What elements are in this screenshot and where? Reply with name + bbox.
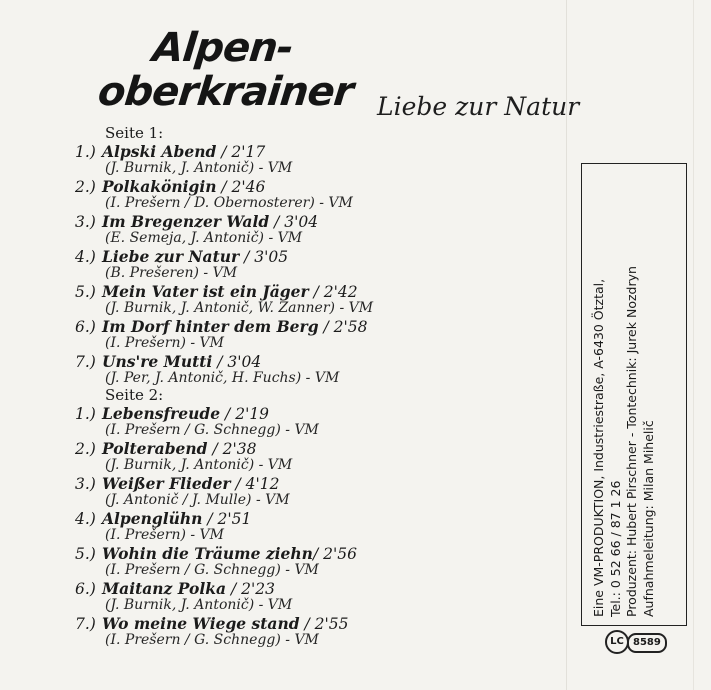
track-item xyxy=(75,579,545,614)
track-title-line xyxy=(75,579,275,598)
track-duration: / 2'17 xyxy=(216,143,266,161)
info-line: Aufnahmeleitung: Milan Mihelič xyxy=(640,420,656,617)
artist-logo-line2: oberkrainer xyxy=(95,69,356,115)
tracklist xyxy=(75,125,545,649)
track-credit: (I. Prešern / G. Schnegg) - VM xyxy=(105,632,319,648)
track-number: 7.) xyxy=(75,615,96,633)
track-title-line xyxy=(75,404,269,423)
track-title-line xyxy=(75,247,288,266)
track-credit: (I. Prešern / G. Schnegg) - VM xyxy=(105,562,319,578)
track-title: Wo meine Wiege stand xyxy=(102,614,300,633)
production-info-box xyxy=(581,163,687,626)
track-credit: (J. Burnik, J. Antonič) - VM xyxy=(105,160,293,176)
track-item xyxy=(75,282,545,317)
track-item xyxy=(75,212,545,247)
track-number: 5.) xyxy=(75,545,96,563)
track-title: Wohin die Träume ziehn xyxy=(102,544,313,563)
track-number: 6.) xyxy=(75,318,96,336)
track-credit: (J. Antonič / J. Mulle) - VM xyxy=(105,492,290,508)
track-title-line xyxy=(75,317,367,336)
track-number: 6.) xyxy=(75,580,96,598)
lc-number: 8589 xyxy=(627,633,667,653)
track-item xyxy=(75,247,545,282)
track-title-line xyxy=(75,177,265,196)
track-title-line xyxy=(75,614,349,633)
track-number: 4.) xyxy=(75,248,96,266)
track-duration: / 2'56 xyxy=(312,545,357,563)
track-title-line xyxy=(75,474,280,493)
track-credit: (I. Prešern) - VM xyxy=(105,335,225,351)
track-duration: / 2'55 xyxy=(299,615,349,633)
track-title-line xyxy=(75,282,358,301)
track-duration: / 2'23 xyxy=(226,580,275,598)
track-duration: / 3'04 xyxy=(212,353,262,371)
album-title: Liebe zur Natur xyxy=(377,92,580,121)
track-number: 2.) xyxy=(75,440,96,458)
production-info-text xyxy=(582,164,686,625)
track-duration: / 2'42 xyxy=(308,283,358,301)
track-credit: (E. Semeja, J. Antonič) - VM xyxy=(105,230,303,246)
artist-logo-line1: Alpen- xyxy=(150,25,295,71)
side-label: Seite 2: xyxy=(105,386,164,404)
track-item xyxy=(75,404,545,439)
track-credit: (J. Burnik, J. Antonič) - VM xyxy=(105,597,293,613)
track-item xyxy=(75,142,545,177)
track-title: Polterabend xyxy=(102,439,208,458)
side-label: Seite 1: xyxy=(105,124,164,142)
track-item xyxy=(75,474,545,509)
track-credit: (I. Prešern / D. Obernosterer) - VM xyxy=(105,195,353,211)
track-title-line xyxy=(75,142,265,161)
track-credit: (B. Prešeren) - VM xyxy=(105,265,238,281)
lc-logo: LC xyxy=(605,630,629,654)
track-number: 1.) xyxy=(75,143,96,161)
track-credit: (J. Burnik, J. Antonič, W. Zanner) - VM xyxy=(105,300,374,316)
track-title: Weißer Flieder xyxy=(102,474,231,493)
fold-line xyxy=(693,0,694,690)
track-title: Im Bregenzer Wald xyxy=(102,212,270,231)
track-duration: / 2'58 xyxy=(318,318,368,336)
track-number: 3.) xyxy=(75,475,96,493)
track-item xyxy=(75,352,545,387)
track-item xyxy=(75,177,545,212)
track-number: 5.) xyxy=(75,283,96,301)
track-title: Lebensfreude xyxy=(102,404,221,423)
track-title: Uns're Mutti xyxy=(102,352,213,371)
track-title: Im Dorf hinter dem Berg xyxy=(102,317,319,336)
track-duration: / 2'51 xyxy=(202,510,252,528)
info-line: Tel.: 0 52 66 / 87 1 26 xyxy=(607,480,623,617)
track-duration: / 2'19 xyxy=(220,405,270,423)
track-duration: / 2'46 xyxy=(216,178,266,196)
track-credit: (J. Burnik, J. Antonič) - VM xyxy=(105,457,293,473)
track-title-line xyxy=(75,352,261,371)
info-line: Produzent: Hubert Pirschner - Tontechnik: Jurek Nozdryn xyxy=(624,266,639,617)
track-duration: / 4'12 xyxy=(230,475,280,493)
track-title-line xyxy=(75,544,357,563)
track-title-line xyxy=(75,439,256,458)
track-title: Alpenglühn xyxy=(102,509,203,528)
track-duration: / 2'38 xyxy=(207,440,257,458)
track-title-line xyxy=(75,509,251,528)
track-number: 1.) xyxy=(75,405,96,423)
track-number: 2.) xyxy=(75,178,96,196)
track-title: Maitanz Polka xyxy=(102,579,227,598)
track-credit: (I. Prešern / G. Schnegg) - VM xyxy=(105,422,319,438)
track-item xyxy=(75,439,545,474)
track-number: 3.) xyxy=(75,213,96,231)
track-number: 7.) xyxy=(75,353,96,371)
track-item xyxy=(75,317,545,352)
track-title: Mein Vater ist ein Jäger xyxy=(102,282,309,301)
track-item xyxy=(75,614,545,649)
track-credit: (J. Per, J. Antonič, H. Fuchs) - VM xyxy=(105,370,340,386)
track-number: 4.) xyxy=(75,510,96,528)
track-title: Alpski Abend xyxy=(102,142,217,161)
track-title: Liebe zur Natur xyxy=(102,247,240,266)
track-item xyxy=(75,544,545,579)
label-code-badge xyxy=(605,630,667,654)
info-line: Eine VM-PRODUKTION, Industriestraße, A-6430 Ötztal, xyxy=(591,278,606,617)
track-duration: / 3'04 xyxy=(269,213,319,231)
track-title: Polkakönigin xyxy=(102,177,217,196)
track-duration: / 3'05 xyxy=(239,248,289,266)
track-title-line xyxy=(75,212,318,231)
track-item xyxy=(75,509,545,544)
track-credit: (I. Prešern) - VM xyxy=(105,527,225,543)
